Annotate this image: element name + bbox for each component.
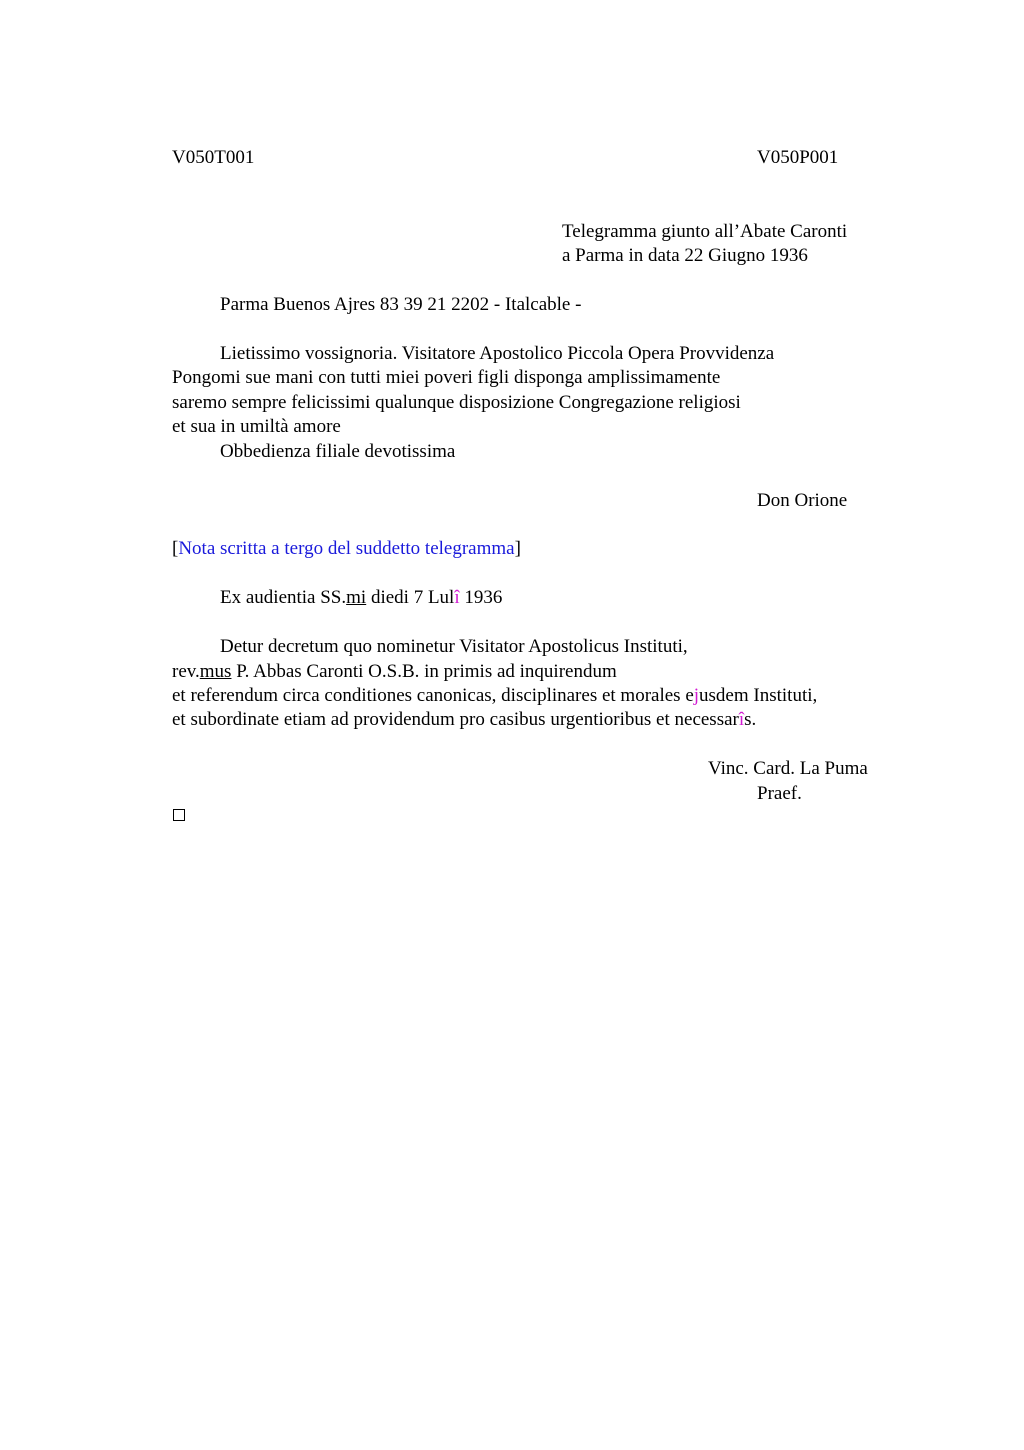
back-note-text: Nota scritta a tergo del suddetto telegramma	[178, 538, 515, 559]
telegram-body-line-2: Pongomi sue mani con tutti miei poveri figli disponga amplissimamente	[172, 367, 721, 388]
back-note	[172, 537, 521, 561]
telegram-body-line-3: saremo sempre felicissimi qualunque disposizione Congregazione religiosi	[172, 392, 741, 413]
document-code-left: V050T001	[172, 147, 255, 168]
decree-line-4-suffix: s.	[744, 709, 757, 730]
decree-line-2	[172, 660, 617, 684]
decree-line-2-prefix: rev.	[172, 661, 200, 682]
telegram-routing: Parma Buenos Ajres 83 39 21 2202 - Italcable -	[220, 294, 582, 315]
decree-line-1: Detur decretum quo nominetur Visitator Apostolicus Instituti,	[220, 636, 688, 657]
decree-signature-name: Vinc. Card. La Puma	[708, 758, 868, 779]
decree-line-4-marked-char: î	[738, 709, 745, 730]
telegram-closing: Obbedienza filiale devotissima	[220, 441, 456, 462]
decree-signature-title: Praef.	[757, 783, 802, 804]
telegram-body-line-1: Lietissimo vossignoria. Visitatore Apostolico Piccola Opera Provvidenza	[220, 343, 775, 364]
telegram-body-line-4: et sua in umiltà amore	[172, 416, 341, 437]
back-note-open-bracket: [	[172, 538, 179, 559]
decree-line-2-superscript: mus	[199, 661, 232, 682]
audience-superscript: mi	[346, 587, 367, 608]
audience-marked-char: î	[454, 587, 460, 608]
decree-line-3	[172, 684, 817, 708]
audience-middle: diedi 7 Lul	[366, 587, 455, 608]
back-note-close-bracket: ]	[514, 538, 521, 559]
audience-suffix: 1936	[459, 587, 503, 608]
decree-line-3-prefix: et referendum circa conditiones canonicas, disciplinares et morales e	[172, 685, 694, 706]
decree-line-2-suffix: P. Abbas Caronti O.S.B. in primis ad inquirendum	[231, 661, 617, 682]
document-code-right: V050P001	[757, 147, 839, 168]
telegram-signature: Don Orione	[757, 490, 848, 511]
telegram-note-line-1: Telegramma giunto all’Abate Caronti	[562, 221, 848, 242]
checkbox-icon	[173, 809, 185, 821]
decree-line-4	[172, 708, 756, 732]
decree-line-4-prefix: et subordinate etiam ad providendum pro casibus urgentioribus et necessar	[172, 709, 739, 730]
decree-line-3-marked-char: j	[693, 685, 700, 706]
audience-line	[220, 586, 502, 610]
audience-prefix: Ex audientia SS.	[220, 587, 347, 608]
telegram-note-line-2: a Parma in data 22 Giugno 1936	[562, 245, 808, 266]
decree-line-3-suffix: usdem Instituti,	[699, 685, 818, 706]
